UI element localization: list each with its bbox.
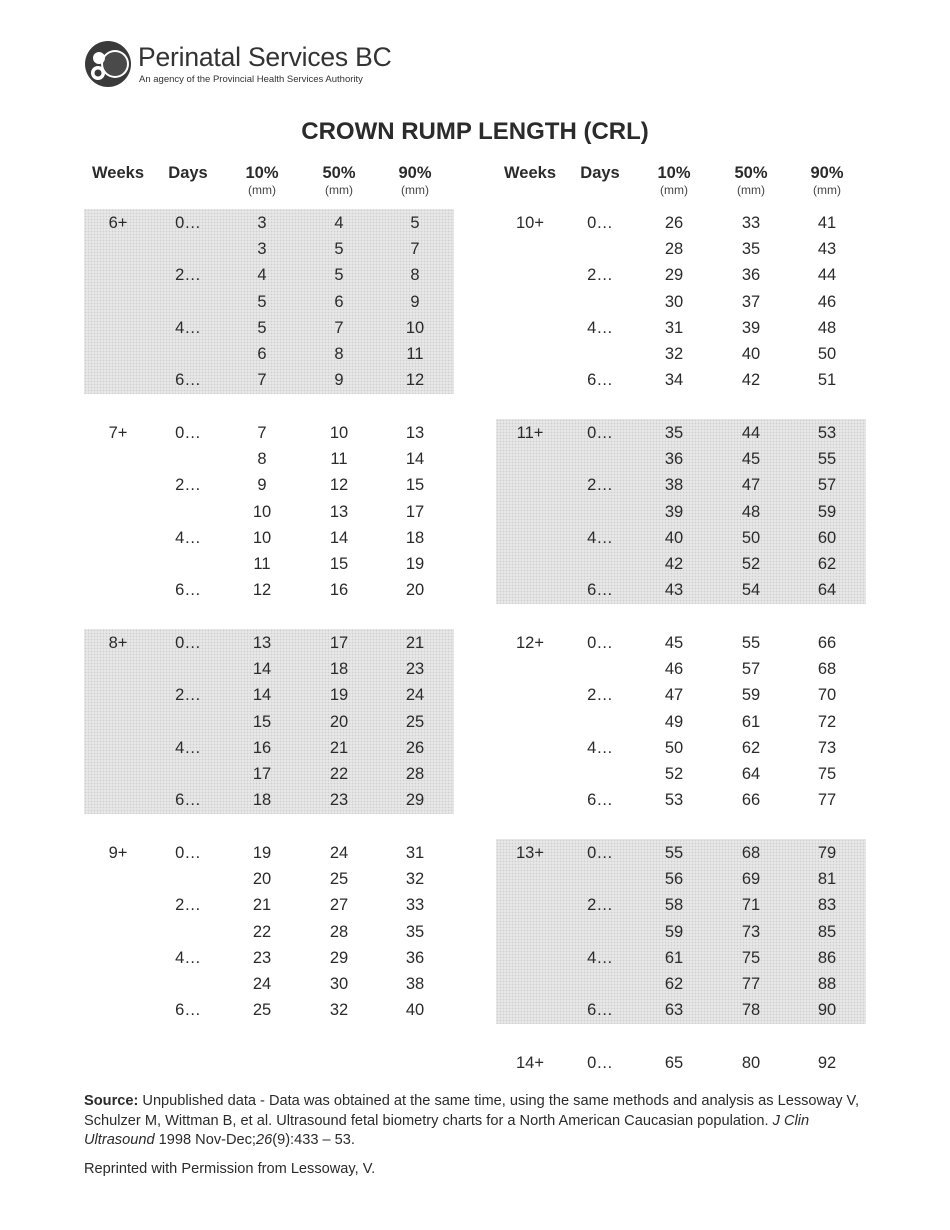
p10-value: 15 [252,712,272,731]
p10-value: 45 [664,634,684,652]
day-label: 0… [175,424,201,442]
day-label: 4… [175,738,201,757]
p10-value: 34 [664,371,684,390]
header-days: Days [168,164,208,182]
p50-value: 40 [741,345,761,363]
p50-value: 27 [329,896,349,915]
p90-value: 18 [405,528,425,547]
p50-value: 55 [741,634,761,652]
p10-value: 53 [664,791,684,810]
p10-value: 61 [664,948,684,967]
p50-value: 73 [741,922,761,941]
reprint-note: Reprinted with Permission from Lessoway, V. [84,1161,376,1177]
p50-value: 66 [741,791,761,810]
p50-value: 45 [741,450,761,469]
source-label: Source: [84,1093,139,1109]
p50-value: 5 [334,240,344,259]
header-p50: 50% (mm) [322,164,356,197]
p50-value: 9 [334,371,344,390]
week-block-8plus [84,629,454,814]
p90-value: 17 [405,502,425,521]
p90-value: 75 [817,765,837,783]
p10-value: 63 [664,1001,684,1020]
day-label: 6… [587,581,613,600]
p50-value: 4 [334,214,344,232]
p50-value: 13 [329,502,349,521]
source-journal: J Clin Ultrasound [84,1112,810,1148]
week-label: 6+ [108,214,128,232]
day-label: 6… [587,1001,613,1020]
p50-value: 22 [329,765,349,783]
p90-value: 7 [410,240,420,259]
p10-value: 38 [664,476,684,495]
p10-value: 17 [252,765,272,783]
p10-value: 36 [664,450,684,469]
week-label: 10+ [516,214,544,232]
p90-value: 57 [817,476,837,495]
p50-value: 78 [741,1001,761,1020]
p10-value: 21 [252,896,272,915]
p90-value: 70 [817,686,837,705]
day-label: 0… [587,424,613,442]
p90-value: 35 [405,922,425,941]
p10-value: 29 [664,266,684,285]
p50-value: 50 [741,528,761,547]
p10-value: 5 [257,318,267,337]
p50-value: 69 [741,870,761,889]
p10-value: 10 [252,528,272,547]
p50-value: 30 [329,975,349,993]
header-p10: 10% (mm) [657,164,691,197]
day-label: 4… [175,528,201,547]
day-label: 6… [175,371,201,390]
week-label: 13+ [516,844,544,862]
header-weeks: Weeks [92,164,144,182]
week-block-13plus [496,839,866,1024]
p50-value: 19 [329,686,349,705]
p10-value: 31 [664,318,684,337]
p10-value: 43 [664,581,684,600]
p10-value: 62 [664,975,684,993]
p50-value: 36 [741,266,761,285]
day-label: 2… [175,266,201,285]
p50-value: 35 [741,240,761,259]
p50-value: 12 [329,476,349,495]
p10-value: 19 [252,844,272,862]
p90-value: 40 [405,1001,425,1020]
p90-value: 41 [817,214,837,232]
p90-value: 51 [817,371,837,390]
p50-value: 16 [329,581,349,600]
p90-value: 32 [405,870,425,889]
p90-value: 60 [817,528,837,547]
day-label: 6… [175,581,201,600]
p50-value: 80 [741,1054,761,1072]
header-weeks: Weeks [504,164,556,182]
day-label: 4… [587,948,613,967]
p90-value: 33 [405,896,425,915]
p10-value: 42 [664,555,684,573]
source-note [84,1092,864,1151]
p10-value: 16 [252,738,272,757]
p50-value: 14 [329,528,349,547]
p90-value: 10 [405,318,425,337]
day-label: 2… [587,686,613,705]
p50-value: 6 [334,292,344,311]
week-block-9plus [84,839,454,1024]
p10-value: 7 [257,424,267,442]
week-label: 9+ [108,844,128,862]
source-date: 1998 Nov-Dec; [158,1132,256,1148]
p90-value: 92 [817,1054,837,1072]
day-label: 2… [175,686,201,705]
p10-value: 25 [252,1001,272,1020]
source-pages: (9):433 – 53. [272,1132,355,1148]
header-p10: 10% (mm) [245,164,279,197]
p90-value: 73 [817,738,837,757]
p50-value: 47 [741,476,761,495]
p10-value: 8 [257,450,267,469]
p10-value: 59 [664,922,684,941]
p10-value: 24 [252,975,272,993]
right-table-header [0,164,950,204]
p50-value: 52 [741,555,761,573]
p90-value: 68 [817,660,837,679]
p50-value: 29 [329,948,349,967]
day-label: 2… [587,266,613,285]
week-label: 11+ [516,424,544,442]
p90-value: 77 [817,791,837,810]
p90-value: 43 [817,240,837,259]
p90-value: 12 [405,371,425,390]
p90-value: 81 [817,870,837,889]
p90-value: 72 [817,712,837,731]
p90-value: 64 [817,581,837,600]
p90-value: 66 [817,634,837,652]
p90-value: 55 [817,450,837,469]
day-label: 4… [587,738,613,757]
p10-value: 39 [664,502,684,521]
p50-value: 10 [329,424,349,442]
p50-value: 59 [741,686,761,705]
perinatal-logo-icon [84,40,132,88]
p50-value: 37 [741,292,761,311]
week-block-11plus [496,419,866,604]
p10-value: 14 [252,660,272,679]
p90-value: 50 [817,345,837,363]
p10-value: 3 [257,240,267,259]
p10-value: 7 [257,371,267,390]
day-label: 0… [587,634,613,652]
header-p50: 50% (mm) [734,164,768,197]
p50-value: 11 [330,450,348,469]
header-p90: 90% (mm) [398,164,432,197]
p50-value: 39 [741,318,761,337]
p10-value: 23 [252,948,272,967]
p10-value: 47 [664,686,684,705]
p10-value: 58 [664,896,684,915]
p10-value: 55 [664,844,684,862]
p50-value: 48 [741,502,761,521]
p90-value: 90 [817,1001,837,1020]
week-label: 7+ [108,424,128,442]
p50-value: 42 [741,371,761,390]
p10-value: 13 [252,634,272,652]
p50-value: 21 [329,738,349,757]
p50-value: 17 [329,634,349,652]
p10-value: 26 [664,214,684,232]
p50-value: 32 [329,1001,349,1020]
p50-value: 5 [334,266,344,285]
p90-value: 44 [817,266,837,285]
p10-value: 4 [257,266,267,285]
p90-value: 59 [817,502,837,521]
p50-value: 77 [741,975,761,993]
org-logo [84,40,404,92]
p10-value: 30 [664,292,684,311]
p10-value: 18 [252,791,272,810]
p50-value: 71 [741,896,761,915]
p90-value: 48 [817,318,837,337]
week-block-14plus [496,1049,866,1085]
p50-value: 61 [741,712,761,731]
p90-value: 79 [817,844,837,862]
week-block-10plus [496,209,866,394]
p90-value: 62 [817,555,837,573]
p50-value: 57 [741,660,761,679]
p90-value: 46 [817,292,837,311]
week-label: 14+ [516,1054,544,1072]
day-label: 0… [587,1054,613,1072]
p10-value: 10 [252,502,272,521]
day-label: 6… [587,371,613,390]
p90-value: 53 [817,424,837,442]
p90-value: 15 [405,476,425,495]
week-block-7plus [84,419,454,604]
p50-value: 28 [329,922,349,941]
p10-value: 3 [257,214,267,232]
header-days: Days [580,164,620,182]
day-label: 4… [175,318,201,337]
p90-value: 25 [405,712,425,731]
day-label: 6… [175,791,201,810]
p90-value: 85 [817,922,837,941]
p90-value: 29 [405,791,425,810]
p10-value: 12 [252,581,272,600]
day-label: 2… [587,896,613,915]
p10-value: 5 [257,292,267,311]
p50-value: 54 [741,581,761,600]
p90-value: 11 [406,345,424,363]
p50-value: 8 [334,345,344,363]
p90-value: 23 [405,660,425,679]
p90-value: 28 [405,765,425,783]
p90-value: 31 [405,844,425,862]
p10-value: 11 [253,555,271,573]
p90-value: 24 [405,686,425,705]
p10-value: 22 [252,922,272,941]
page-title: CROWN RUMP LENGTH (CRL) [301,118,649,145]
day-label: 0… [175,214,201,232]
p50-value: 15 [329,555,349,573]
day-label: 4… [587,318,613,337]
day-label: 0… [175,844,201,862]
p90-value: 14 [405,450,425,469]
week-block-6plus [84,209,454,394]
p90-value: 13 [405,424,425,442]
p10-value: 50 [664,738,684,757]
day-label: 2… [175,476,201,495]
p90-value: 8 [410,266,420,285]
day-label: 4… [175,948,201,967]
p10-value: 35 [664,424,684,442]
p90-value: 36 [405,948,425,967]
p50-value: 68 [741,844,761,862]
p90-value: 19 [405,555,425,573]
p90-value: 21 [405,634,425,652]
p90-value: 83 [817,896,837,915]
day-label: 2… [175,896,201,915]
p90-value: 26 [405,738,425,757]
p50-value: 7 [334,318,344,337]
p10-value: 49 [664,712,684,731]
p10-value: 56 [664,870,684,889]
p90-value: 5 [410,214,420,232]
p50-value: 44 [741,424,761,442]
p10-value: 65 [664,1054,684,1072]
p90-value: 9 [410,292,420,311]
p50-value: 24 [329,844,349,862]
p90-value: 88 [817,975,837,993]
p50-value: 33 [741,214,761,232]
p10-value: 14 [252,686,272,705]
source-text: Unpublished data - Data was obtained at the same time, using the same methods and analysis as Lessoway V, Schulzer M, Wittman B, et al. Ultrasound fetal biometry charts for a North American Caucasian population. [84,1093,859,1129]
p50-value: 18 [329,660,349,679]
p90-value: 86 [817,948,837,967]
org-subtitle: An agency of the Provincial Health Services Authority [139,74,363,85]
week-block-12plus [496,629,866,814]
p10-value: 46 [664,660,684,679]
p10-value: 52 [664,765,684,783]
day-label: 6… [587,791,613,810]
p50-value: 75 [741,948,761,967]
day-label: 4… [587,528,613,547]
p50-value: 23 [329,791,349,810]
week-label: 12+ [516,634,544,652]
p10-value: 40 [664,528,684,547]
p50-value: 25 [329,870,349,889]
day-label: 0… [587,214,613,232]
p50-value: 64 [741,765,761,783]
week-label: 8+ [108,634,128,652]
p90-value: 38 [405,975,425,993]
p10-value: 9 [257,476,267,495]
p90-value: 20 [405,581,425,600]
org-name: Perinatal Services BC [138,42,392,72]
p10-value: 32 [664,345,684,363]
p10-value: 6 [257,345,267,363]
day-label: 2… [587,476,613,495]
day-label: 0… [175,634,201,652]
p10-value: 28 [664,240,684,259]
p10-value: 20 [252,870,272,889]
p50-value: 20 [329,712,349,731]
day-label: 0… [587,844,613,862]
p50-value: 62 [741,738,761,757]
source-volume: 26 [255,1132,273,1148]
day-label: 6… [175,1001,201,1020]
header-p90: 90% (mm) [810,164,844,197]
